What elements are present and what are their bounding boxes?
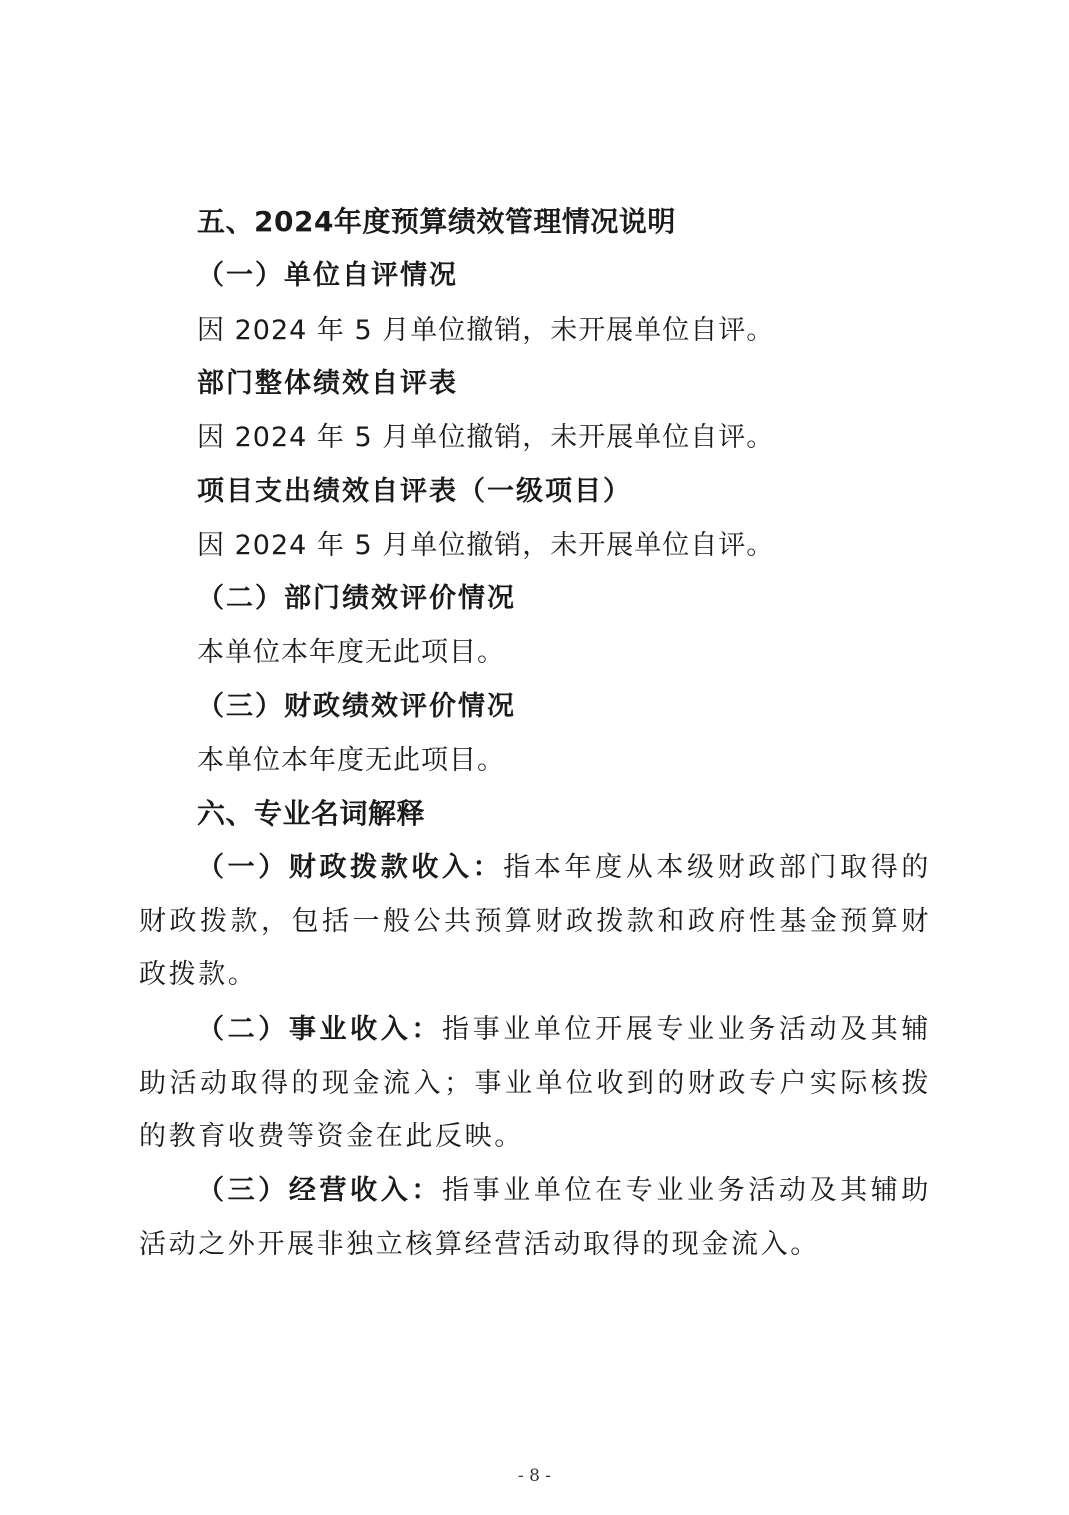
page-number: - 8 -	[517, 1466, 552, 1486]
project-performance-table-text: 因 2024 年 5 月单位撤销，未开展单位自评。	[197, 530, 775, 561]
term-label: （二）事业收入：	[197, 1014, 443, 1045]
dept-evaluation-heading: （二）部门绩效评价情况	[197, 583, 516, 614]
term-definition: 指事业单位在专业业务活动及其辅助活动之外开展非独立核算经营活动取得的现金流入。	[139, 1175, 931, 1260]
term-label: （三）经营收入：	[197, 1175, 443, 1206]
term-definition-paragraph	[139, 1003, 931, 1164]
finance-evaluation-heading: （三）财政绩效评价情况	[197, 691, 516, 722]
project-performance-table-heading: 项目支出绩效自评表（一级项目）	[197, 476, 632, 507]
term-definition: 指事业单位开展专业业务活动及其辅助活动取得的现金流入；事业单位收到的财政专户实际核拨的教育收费等资金在此反映。	[139, 1014, 931, 1152]
section-5-title: 五、2024年度预算绩效管理情况说明	[197, 205, 676, 238]
dept-performance-table-heading: 部门整体绩效自评表	[197, 368, 458, 399]
dept-performance-table-text: 因 2024 年 5 月单位撤销，未开展单位自评。	[197, 422, 775, 453]
term-definition-paragraph	[139, 841, 931, 1002]
dept-evaluation-text: 本单位本年度无此项目。	[197, 637, 505, 668]
term-definition: 指本年度从本级财政部门取得的财政拨款，包括一般公共预算财政拨款和政府性基金预算财政拨款。	[139, 852, 932, 990]
finance-evaluation-text: 本单位本年度无此项目。	[197, 745, 505, 776]
self-evaluation-heading: （一）单位自评情况	[197, 260, 458, 291]
self-evaluation-text: 因 2024 年 5 月单位撤销，未开展单位自评。	[197, 315, 775, 346]
term-definition-paragraph	[139, 1164, 931, 1271]
term-label: （一）财政拨款收入：	[197, 852, 504, 883]
section-6-title: 六、专业名词解释	[197, 797, 426, 830]
